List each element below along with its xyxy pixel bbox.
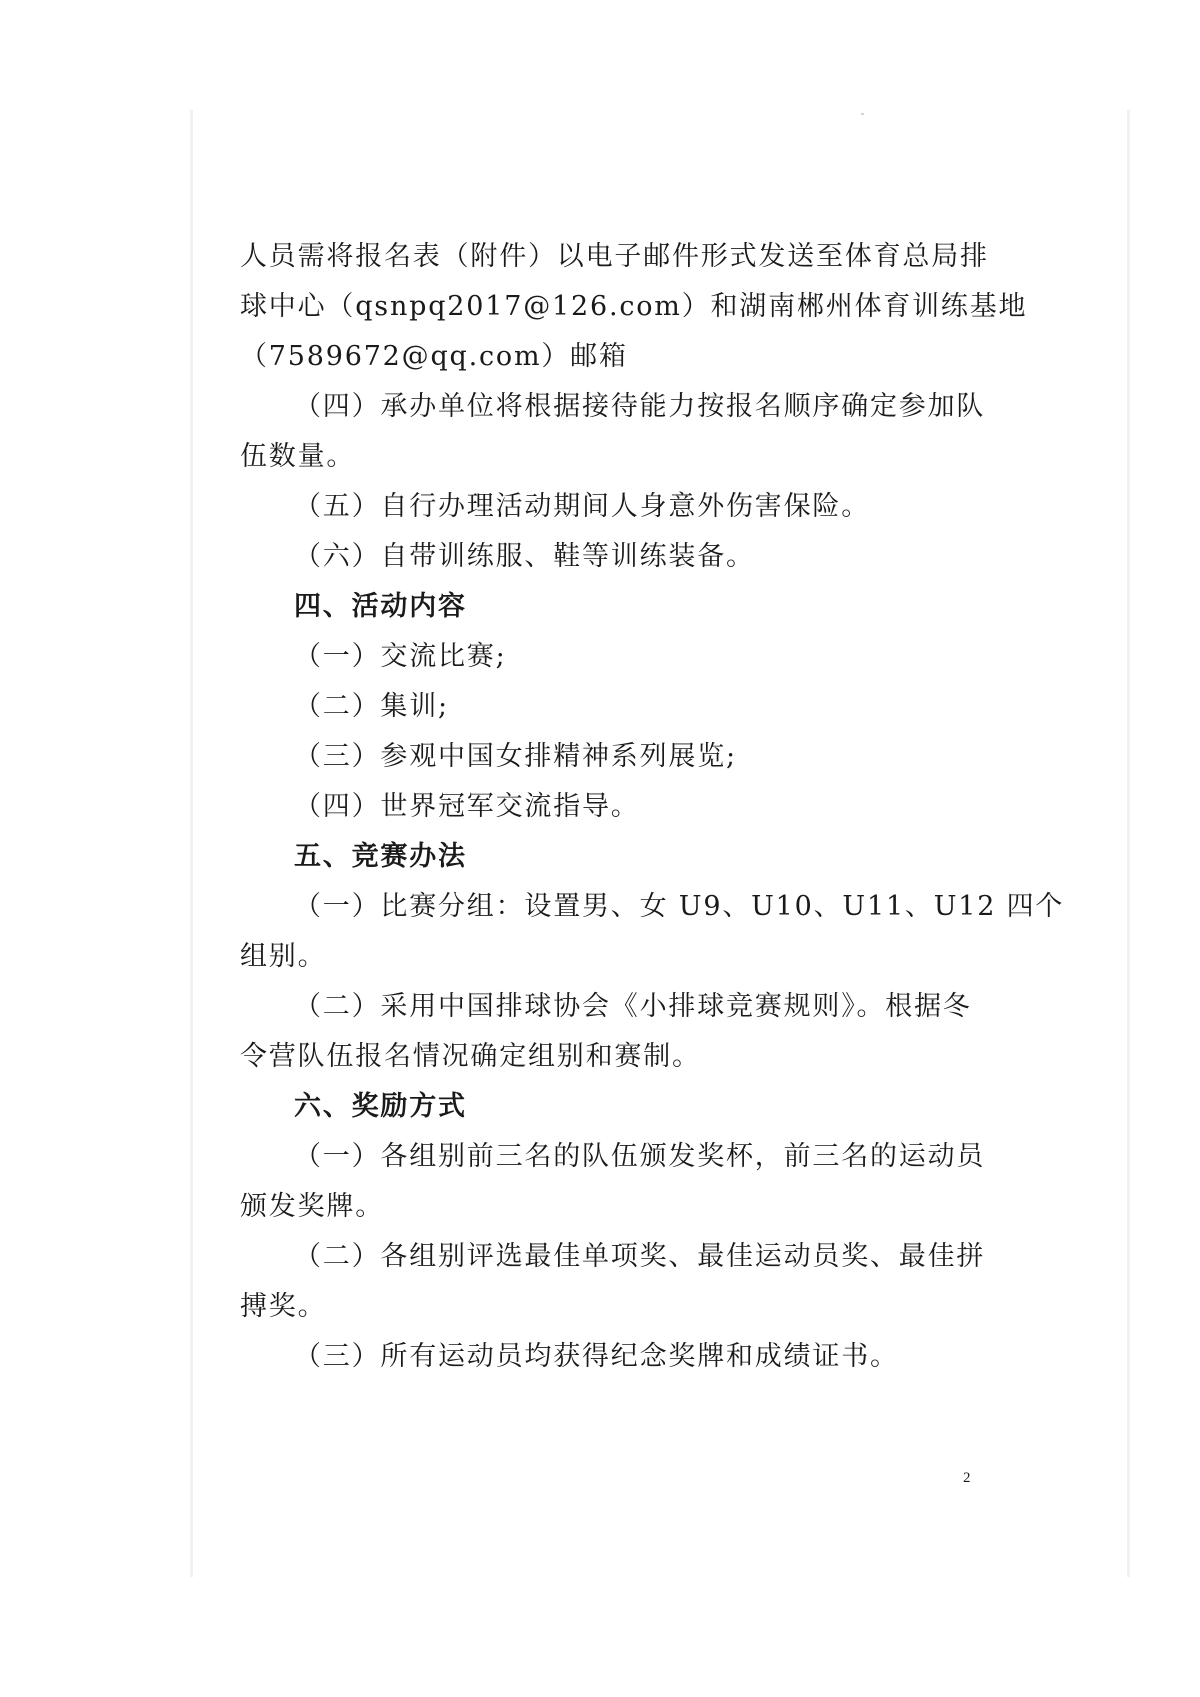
paragraph-line: （四）世界冠军交流指导。 [294, 791, 640, 822]
section-heading: 四、活动内容 [294, 591, 467, 622]
paragraph-line: 人员需将报名表（附件）以电子邮件形式发送至体育总局排 [240, 241, 989, 272]
paragraph-line: （一）各组别前三名的队伍颁发奖杯，前三名的运动员 [294, 1141, 986, 1172]
paragraph-line: 伍数量。 [240, 441, 356, 472]
paragraph-line: （六）自带训练服、鞋等训练装备。 [294, 541, 755, 572]
paragraph-line: 球中心（qsnpq2017@126.com）和湖南郴州体育训练基地 [240, 291, 1028, 322]
section-heading: 六、奖励方式 [294, 1091, 467, 1122]
scan-edge-left [190, 110, 193, 1577]
scan-speck [861, 113, 864, 115]
paragraph-line: 组别。 [240, 941, 327, 972]
document-body [240, 232, 1065, 1382]
paragraph-line: （五）自行办理活动期间人身意外伤害保险。 [294, 491, 870, 522]
section-heading: 五、竞赛办法 [294, 841, 467, 872]
paragraph-line: 搏奖。 [240, 1291, 327, 1322]
paragraph-line: 颁发奖牌。 [240, 1191, 384, 1222]
paragraph-line: （二）各组别评选最佳单项奖、最佳运动员奖、最佳拼 [294, 1241, 986, 1272]
paragraph-line: （四）承办单位将根据接待能力按报名顺序确定参加队 [294, 391, 986, 422]
paragraph-line: （一）比赛分组：设置男、女 U9、U10、U11、U12 四个 [294, 891, 1065, 922]
paragraph-line: （二）集训; [294, 691, 449, 722]
page-number: 2 [963, 1470, 971, 1486]
scan-edge-right [1127, 110, 1130, 1577]
paragraph-line: （二）采用中国排球协会《小排球竞赛规则》。根据冬 [294, 991, 972, 1022]
paragraph-line: （三）所有运动员均获得纪念奖牌和成绩证书。 [294, 1341, 899, 1372]
paragraph-line: （三）参观中国女排精神系列展览; [294, 741, 737, 772]
paragraph-line: （7589672@qq.com）邮箱 [240, 341, 628, 372]
paragraph-line: （一）交流比赛; [294, 641, 507, 672]
paragraph-line: 令营队伍报名情况确定组别和赛制。 [240, 1041, 701, 1072]
